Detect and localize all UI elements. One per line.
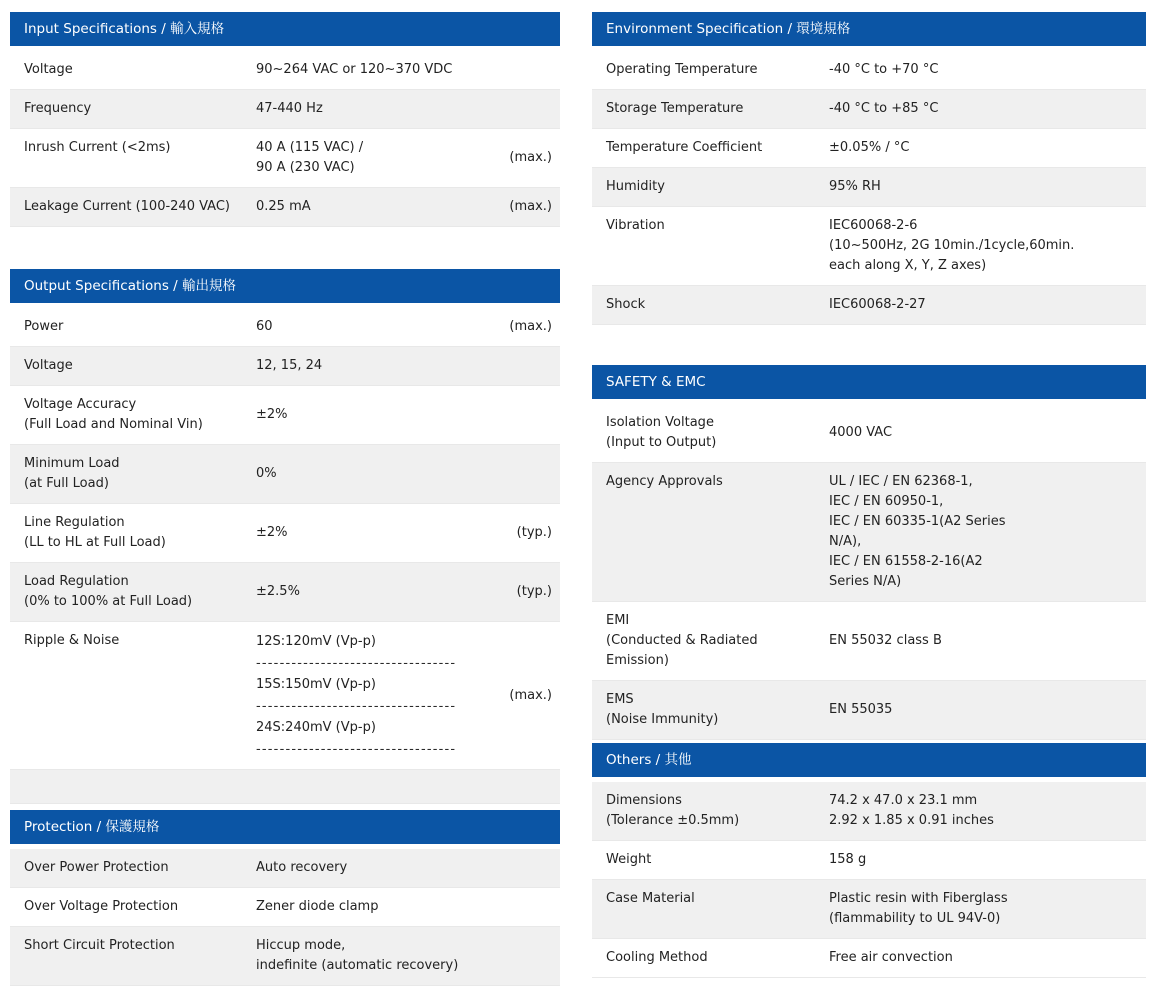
spec-row-over-voltage-protection [10, 888, 560, 927]
spec-value: 60 [256, 319, 273, 334]
spec-value: -40 °C to +85 °C [829, 101, 939, 116]
spec-label: Vibration [606, 218, 665, 233]
spec-row-line-regulation [10, 504, 560, 563]
spec-label: Agency Approvals [606, 474, 723, 489]
spec-label: Voltage [24, 62, 73, 77]
spec-value: ±0.05% / °C [829, 140, 910, 155]
spec-value: 0% [256, 466, 277, 481]
spec-value: -40 °C to +70 °C [829, 62, 939, 77]
spec-note: (max.) [509, 319, 552, 334]
spec-value: Hiccup mode, indefinite (automatic recovery) [256, 938, 459, 973]
spec-value: IEC60068-2-6 (10~500Hz, 2G 10min./1cycle,60min. each along X, Y, Z axes) [829, 218, 1075, 273]
spec-label: Power [24, 319, 64, 334]
spec-label: Line Regulation (LL to HL at Full Load) [24, 515, 166, 550]
spec-value: 12, 15, 24 [256, 358, 323, 373]
spec-label: Over Power Protection [24, 860, 169, 875]
spec-row-case-material [592, 880, 1146, 939]
spec-value: 40 A (115 VAC) / 90 A (230 VAC) [256, 140, 364, 175]
spec-note: (max.) [509, 199, 552, 214]
spec-row-weight [592, 841, 1146, 880]
spec-label: Shock [606, 297, 646, 312]
spec-row-frequency [10, 90, 560, 129]
spec-row-emi [592, 602, 1146, 681]
spec-value: 90~264 VAC or 120~370 VDC [256, 62, 453, 77]
spec-label: Isolation Voltage (Input to Output) [606, 415, 717, 450]
spec-label: Storage Temperature [606, 101, 744, 116]
spec-label: Leakage Current (100-240 VAC) [24, 199, 230, 214]
spec-value: 74.2 x 47.0 x 23.1 mm 2.92 x 1.85 x 0.91 inches [829, 793, 994, 828]
spec-row-dimensions [592, 782, 1146, 841]
spec-row-over-power-protection [10, 849, 560, 888]
protection-table [10, 810, 560, 986]
spec-value: 12S:120mV (Vp-p) ---------------------------------- 15S:150mV (Vp-p) ---------------------------------- 24S:240mV (Vp-p) ---------------------------------- [256, 631, 496, 760]
protection-header [10, 810, 560, 844]
environment-specification-table [592, 12, 1146, 325]
spec-value: Plastic resin with Fiberglass (flammability to UL 94V-0) [829, 891, 1008, 926]
dashed-separator: ---------------------------------- [256, 742, 457, 757]
spec-row-short-circuit-protection [10, 927, 560, 986]
spec-value: ±2% [256, 407, 288, 422]
spec-label: Weight [606, 852, 652, 867]
spec-note: (max.) [509, 150, 552, 165]
safety-emc-table [592, 365, 1146, 740]
spec-value: IEC60068-2-27 [829, 297, 926, 312]
spec-label: EMI (Conducted & Radiated Emission) [606, 613, 758, 668]
spec-value: 47-440 Hz [256, 101, 323, 116]
spec-value: Zener diode clamp [256, 899, 379, 914]
empty-row [10, 770, 560, 804]
spec-label: Minimum Load (at Full Load) [24, 456, 120, 491]
spec-value: ±2% [256, 525, 288, 540]
others-header [592, 743, 1146, 777]
spec-row-humidity [592, 168, 1146, 207]
spec-label: Short Circuit Protection [24, 938, 175, 953]
spec-row-ripple-noise [10, 622, 560, 770]
spec-note: (typ.) [516, 584, 552, 599]
spec-value: Auto recovery [256, 860, 348, 875]
spec-row-operating-temperature [592, 51, 1146, 90]
spec-row-power [10, 308, 560, 347]
section-title: Others / 其他 [606, 752, 692, 768]
spec-label: Voltage Accuracy (Full Load and Nominal Vin) [24, 397, 203, 432]
right-column [592, 12, 1146, 986]
section-title: Input Specifications / 輸入規格 [24, 21, 225, 37]
dashed-separator: ---------------------------------- [256, 699, 457, 714]
spec-row-storage-temperature [592, 90, 1146, 129]
spec-label: Cooling Method [606, 950, 708, 965]
spec-row-output-voltage [10, 347, 560, 386]
spec-value: ±2.5% [256, 584, 300, 599]
spec-note: (typ.) [516, 525, 552, 540]
spec-note: (max.) [509, 687, 552, 703]
spec-label: Inrush Current (<2ms) [24, 140, 171, 155]
output-specifications-table [10, 269, 560, 804]
output-specifications-header [10, 269, 560, 303]
spec-value: UL / IEC / EN 62368-1, IEC / EN 60950-1, IEC / EN 60335-1(A2 Series N/A), IEC / EN 61558-2-16(A2 Series N/A) [829, 474, 1006, 589]
spec-row-temperature-coefficient [592, 129, 1146, 168]
spec-row-load-regulation [10, 563, 560, 622]
spec-value: EN 55032 class B [829, 633, 942, 648]
spec-value: Free air convection [829, 950, 953, 965]
spec-row-minimum-load [10, 445, 560, 504]
spec-row-agency-approvals [592, 463, 1146, 602]
spec-row-shock [592, 286, 1146, 325]
others-table [592, 743, 1146, 978]
spec-row-cooling-method [592, 939, 1146, 978]
spec-value: 95% RH [829, 179, 881, 194]
spec-label: Dimensions (Tolerance ±0.5mm) [606, 793, 740, 828]
spec-label: Temperature Coefficient [606, 140, 763, 155]
safety-emc-header [592, 365, 1146, 399]
spec-value: EN 55035 [829, 702, 893, 717]
spec-label: Over Voltage Protection [24, 899, 179, 914]
spec-row-inrush-current [10, 129, 560, 188]
section-title: Protection / 保護規格 [24, 819, 160, 835]
dashed-separator: ---------------------------------- [256, 656, 457, 671]
spec-value: 158 g [829, 852, 867, 867]
spec-label: Ripple & Noise [24, 633, 120, 648]
environment-specification-header [592, 12, 1146, 46]
spec-value: 0.25 mA [256, 199, 311, 214]
spec-label: Case Material [606, 891, 695, 906]
section-title: Output Specifications / 輸出規格 [24, 278, 237, 294]
spec-label: Humidity [606, 179, 665, 194]
section-title: Environment Specification / 環境規格 [606, 21, 851, 37]
section-title: SAFETY & EMC [606, 374, 706, 390]
spec-label: Operating Temperature [606, 62, 758, 77]
spec-row-ems [592, 681, 1146, 740]
spec-label: EMS (Noise Immunity) [606, 692, 719, 727]
input-specifications-table [10, 12, 560, 227]
left-column [10, 12, 560, 986]
spec-label: Voltage [24, 358, 73, 373]
input-specifications-header [10, 12, 560, 46]
spec-row-voltage-accuracy [10, 386, 560, 445]
spec-row-leakage-current [10, 188, 560, 227]
spec-value: 4000 VAC [829, 425, 893, 440]
spec-label: Frequency [24, 101, 92, 116]
spec-row-vibration [592, 207, 1146, 286]
spec-row-voltage [10, 51, 560, 90]
spec-row-isolation-voltage [592, 404, 1146, 463]
spec-label: Load Regulation (0% to 100% at Full Load) [24, 574, 193, 609]
